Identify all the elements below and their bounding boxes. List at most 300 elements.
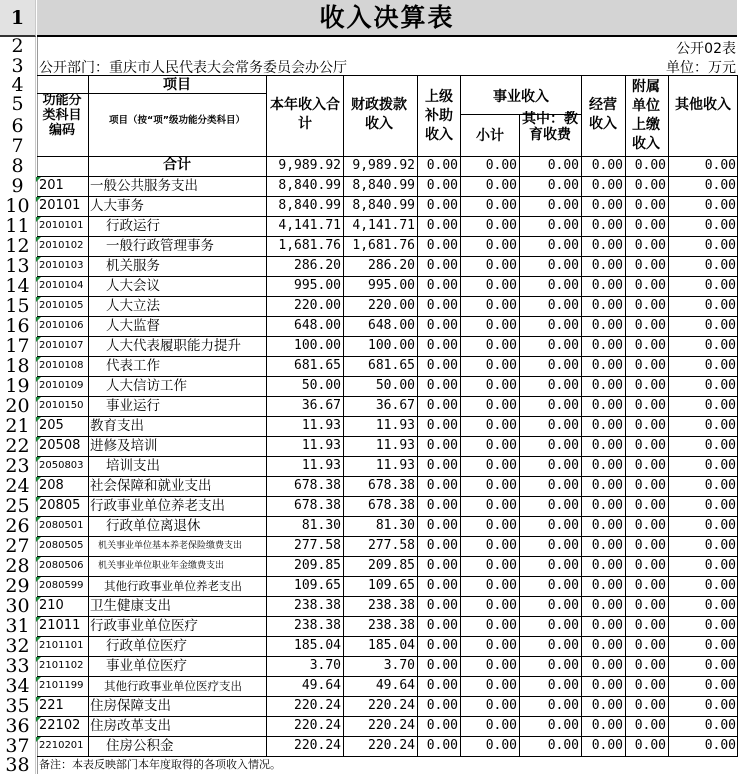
code-cell[interactable]: 2010106 <box>39 320 84 331</box>
affiliated-value[interactable]: 0.00 <box>634 198 666 213</box>
edu-value[interactable]: 0.00 <box>547 298 579 313</box>
fiscal-value[interactable]: 995.00 <box>368 278 415 293</box>
affiliated-value[interactable]: 0.00 <box>634 598 666 613</box>
fiscal-value[interactable]: 277.58 <box>368 538 415 553</box>
item-name-cell[interactable]: 一般公共服务支出 <box>90 178 198 194</box>
operating-value[interactable]: 0.00 <box>591 498 623 513</box>
superior-value[interactable]: 0.00 <box>426 398 458 413</box>
row-header[interactable]: 9 <box>0 176 36 196</box>
subtotal-value[interactable]: 0.00 <box>485 558 517 573</box>
other-value[interactable]: 0.00 <box>704 458 736 473</box>
subtotal-value[interactable]: 0.00 <box>485 498 517 513</box>
operating-value[interactable]: 0.00 <box>591 678 623 693</box>
edu-value[interactable]: 0.00 <box>547 178 579 193</box>
total-value[interactable]: 36.67 <box>301 398 341 413</box>
edu-value[interactable]: 0.00 <box>547 538 579 553</box>
code-cell[interactable]: 2010108 <box>39 360 84 371</box>
row-header[interactable]: 34 <box>0 676 36 696</box>
affiliated-value[interactable]: 0.00 <box>634 318 666 333</box>
fiscal-value[interactable]: 11.93 <box>375 418 415 433</box>
operating-value[interactable]: 0.00 <box>591 538 623 553</box>
superior-value[interactable]: 0.00 <box>426 478 458 493</box>
row-header[interactable]: 29 <box>0 576 36 596</box>
total-affiliated[interactable]: 0.00 <box>634 158 666 173</box>
affiliated-value[interactable]: 0.00 <box>634 558 666 573</box>
row-header[interactable]: 28 <box>0 556 36 576</box>
fiscal-value[interactable]: 50.00 <box>375 378 415 393</box>
edu-value[interactable]: 0.00 <box>547 458 579 473</box>
subtotal-value[interactable]: 0.00 <box>485 218 517 233</box>
item-name-cell[interactable]: 人大事务 <box>90 198 144 214</box>
affiliated-value[interactable]: 0.00 <box>634 278 666 293</box>
superior-value[interactable]: 0.00 <box>426 238 458 253</box>
total-subtotal[interactable]: 0.00 <box>485 158 517 173</box>
code-cell[interactable]: 221 <box>39 698 64 713</box>
subtotal-value[interactable]: 0.00 <box>485 738 517 753</box>
fiscal-value[interactable]: 220.24 <box>368 718 415 733</box>
row-header[interactable]: 26 <box>0 516 36 536</box>
subtotal-value[interactable]: 0.00 <box>485 258 517 273</box>
item-name-cell[interactable]: 事业单位医疗 <box>106 658 187 674</box>
row-header[interactable]: 36 <box>0 716 36 736</box>
affiliated-value[interactable]: 0.00 <box>634 398 666 413</box>
superior-value[interactable]: 0.00 <box>426 518 458 533</box>
total-value[interactable]: 11.93 <box>301 438 341 453</box>
edu-value[interactable]: 0.00 <box>547 678 579 693</box>
code-cell[interactable]: 20101 <box>39 198 81 213</box>
code-cell[interactable]: 205 <box>39 418 64 433</box>
fiscal-value[interactable]: 4,141.71 <box>352 218 415 233</box>
superior-value[interactable]: 0.00 <box>426 418 458 433</box>
total-value[interactable]: 49.64 <box>301 678 341 693</box>
code-cell[interactable]: 2010105 <box>39 300 84 311</box>
total-value[interactable]: 678.38 <box>294 498 341 513</box>
subtotal-value[interactable]: 0.00 <box>485 418 517 433</box>
item-name-cell[interactable]: 代表工作 <box>106 358 160 374</box>
code-cell[interactable]: 2050803 <box>39 460 84 471</box>
row-header[interactable]: 8 <box>0 156 36 176</box>
affiliated-value[interactable]: 0.00 <box>634 298 666 313</box>
other-value[interactable]: 0.00 <box>704 258 736 273</box>
code-cell[interactable]: 21011 <box>39 618 81 633</box>
other-value[interactable]: 0.00 <box>704 698 736 713</box>
total-value[interactable]: 681.65 <box>294 358 341 373</box>
other-value[interactable]: 0.00 <box>704 478 736 493</box>
affiliated-value[interactable]: 0.00 <box>634 618 666 633</box>
superior-value[interactable]: 0.00 <box>426 218 458 233</box>
item-name-cell[interactable]: 住房保障支出 <box>90 698 171 714</box>
code-cell[interactable]: 2010109 <box>39 380 84 391</box>
total-value[interactable]: 8,840.99 <box>278 178 341 193</box>
operating-value[interactable]: 0.00 <box>591 318 623 333</box>
total-value[interactable]: 11.93 <box>301 418 341 433</box>
affiliated-value[interactable]: 0.00 <box>634 478 666 493</box>
superior-value[interactable]: 0.00 <box>426 358 458 373</box>
subtotal-value[interactable]: 0.00 <box>485 478 517 493</box>
fiscal-value[interactable]: 11.93 <box>375 458 415 473</box>
edu-value[interactable]: 0.00 <box>547 618 579 633</box>
superior-value[interactable]: 0.00 <box>426 178 458 193</box>
affiliated-value[interactable]: 0.00 <box>634 698 666 713</box>
code-cell[interactable]: 22102 <box>39 718 81 733</box>
superior-value[interactable]: 0.00 <box>426 458 458 473</box>
total-fiscal[interactable]: 9,989.92 <box>352 158 415 173</box>
edu-value[interactable]: 0.00 <box>547 318 579 333</box>
code-cell[interactable]: 2080599 <box>39 580 84 591</box>
row-header[interactable]: 21 <box>0 416 36 436</box>
total-value[interactable]: 81.30 <box>301 518 341 533</box>
operating-value[interactable]: 0.00 <box>591 718 623 733</box>
edu-value[interactable]: 0.00 <box>547 418 579 433</box>
total-value[interactable]: 648.00 <box>294 318 341 333</box>
fiscal-value[interactable]: 49.64 <box>375 678 415 693</box>
code-cell[interactable]: 2010102 <box>39 240 84 251</box>
edu-value[interactable]: 0.00 <box>547 558 579 573</box>
superior-value[interactable]: 0.00 <box>426 578 458 593</box>
other-value[interactable]: 0.00 <box>704 638 736 653</box>
subtotal-value[interactable]: 0.00 <box>485 578 517 593</box>
row-header[interactable]: 4 <box>0 76 36 94</box>
total-edu[interactable]: 0.00 <box>547 158 579 173</box>
fiscal-value[interactable]: 648.00 <box>368 318 415 333</box>
fiscal-value[interactable]: 209.85 <box>368 558 415 573</box>
code-cell[interactable]: 2101199 <box>39 680 84 691</box>
operating-value[interactable]: 0.00 <box>591 338 623 353</box>
total-other[interactable]: 0.00 <box>704 158 736 173</box>
superior-value[interactable]: 0.00 <box>426 678 458 693</box>
fiscal-value[interactable]: 100.00 <box>368 338 415 353</box>
superior-value[interactable]: 0.00 <box>426 298 458 313</box>
edu-value[interactable]: 0.00 <box>547 638 579 653</box>
other-value[interactable]: 0.00 <box>704 518 736 533</box>
code-cell[interactable]: 2010103 <box>39 260 84 271</box>
operating-value[interactable]: 0.00 <box>591 218 623 233</box>
other-value[interactable]: 0.00 <box>704 298 736 313</box>
subtotal-value[interactable]: 0.00 <box>485 518 517 533</box>
subtotal-value[interactable]: 0.00 <box>485 298 517 313</box>
item-name-cell[interactable]: 行政运行 <box>106 218 160 234</box>
edu-value[interactable]: 0.00 <box>547 598 579 613</box>
subtotal-value[interactable]: 0.00 <box>485 718 517 733</box>
affiliated-value[interactable]: 0.00 <box>634 678 666 693</box>
operating-value[interactable]: 0.00 <box>591 478 623 493</box>
item-name-cell[interactable]: 其他行政事业单位医疗支出 <box>104 679 242 693</box>
item-name-cell[interactable]: 社会保障和就业支出 <box>90 478 212 494</box>
edu-value[interactable]: 0.00 <box>547 478 579 493</box>
affiliated-value[interactable]: 0.00 <box>634 538 666 553</box>
superior-value[interactable]: 0.00 <box>426 438 458 453</box>
row-header[interactable]: 1 <box>0 0 36 37</box>
row-header[interactable]: 2 <box>0 37 36 56</box>
operating-value[interactable]: 0.00 <box>591 438 623 453</box>
fiscal-value[interactable]: 8,840.99 <box>352 198 415 213</box>
fiscal-value[interactable]: 8,840.99 <box>352 178 415 193</box>
edu-value[interactable]: 0.00 <box>547 658 579 673</box>
total-value[interactable]: 238.38 <box>294 598 341 613</box>
edu-value[interactable]: 0.00 <box>547 238 579 253</box>
row-header[interactable]: 23 <box>0 456 36 476</box>
row-header[interactable]: 7 <box>0 137 36 156</box>
affiliated-value[interactable]: 0.00 <box>634 458 666 473</box>
operating-value[interactable]: 0.00 <box>591 278 623 293</box>
superior-value[interactable]: 0.00 <box>426 718 458 733</box>
fiscal-value[interactable]: 678.38 <box>368 478 415 493</box>
subtotal-value[interactable]: 0.00 <box>485 698 517 713</box>
item-name-cell[interactable]: 培训支出 <box>106 458 160 474</box>
operating-value[interactable]: 0.00 <box>591 698 623 713</box>
operating-value[interactable]: 0.00 <box>591 238 623 253</box>
other-value[interactable]: 0.00 <box>704 598 736 613</box>
superior-value[interactable]: 0.00 <box>426 598 458 613</box>
superior-value[interactable]: 0.00 <box>426 658 458 673</box>
affiliated-value[interactable]: 0.00 <box>634 638 666 653</box>
item-name-cell[interactable]: 行政事业单位养老支出 <box>90 498 225 514</box>
total-value[interactable]: 277.58 <box>294 538 341 553</box>
row-header[interactable]: 6 <box>0 115 36 137</box>
operating-value[interactable]: 0.00 <box>591 738 623 753</box>
affiliated-value[interactable]: 0.00 <box>634 418 666 433</box>
edu-value[interactable]: 0.00 <box>547 338 579 353</box>
edu-value[interactable]: 0.00 <box>547 198 579 213</box>
fiscal-value[interactable]: 678.38 <box>368 498 415 513</box>
code-cell[interactable]: 2010150 <box>39 400 84 411</box>
fiscal-value[interactable]: 220.24 <box>368 698 415 713</box>
subtotal-value[interactable]: 0.00 <box>485 678 517 693</box>
item-name-cell[interactable]: 机关服务 <box>106 258 160 274</box>
edu-value[interactable]: 0.00 <box>547 578 579 593</box>
other-value[interactable]: 0.00 <box>704 198 736 213</box>
subtotal-value[interactable]: 0.00 <box>485 238 517 253</box>
row-header[interactable]: 13 <box>0 256 36 276</box>
operating-value[interactable]: 0.00 <box>591 358 623 373</box>
total-value[interactable]: 185.04 <box>294 638 341 653</box>
operating-value[interactable]: 0.00 <box>591 518 623 533</box>
row-header[interactable]: 32 <box>0 636 36 656</box>
operating-value[interactable]: 0.00 <box>591 598 623 613</box>
superior-value[interactable]: 0.00 <box>426 278 458 293</box>
code-cell[interactable]: 2080505 <box>39 540 84 551</box>
edu-value[interactable]: 0.00 <box>547 218 579 233</box>
fiscal-value[interactable]: 238.38 <box>368 618 415 633</box>
row-header[interactable]: 18 <box>0 356 36 376</box>
fiscal-value[interactable]: 109.65 <box>368 578 415 593</box>
edu-value[interactable]: 0.00 <box>547 378 579 393</box>
other-value[interactable]: 0.00 <box>704 358 736 373</box>
affiliated-value[interactable]: 0.00 <box>634 378 666 393</box>
affiliated-value[interactable]: 0.00 <box>634 338 666 353</box>
other-value[interactable]: 0.00 <box>704 278 736 293</box>
subtotal-value[interactable]: 0.00 <box>485 538 517 553</box>
fiscal-value[interactable]: 11.93 <box>375 438 415 453</box>
item-name-cell[interactable]: 住房公积金 <box>106 738 174 754</box>
row-header[interactable]: 30 <box>0 596 36 616</box>
superior-value[interactable]: 0.00 <box>426 258 458 273</box>
superior-value[interactable]: 0.00 <box>426 638 458 653</box>
superior-value[interactable]: 0.00 <box>426 498 458 513</box>
item-name-cell[interactable]: 人大信访工作 <box>106 378 187 394</box>
item-name-cell[interactable]: 行政单位离退休 <box>106 518 201 534</box>
row-header[interactable]: 10 <box>0 196 36 216</box>
row-header[interactable]: 27 <box>0 536 36 556</box>
subtotal-value[interactable]: 0.00 <box>485 378 517 393</box>
affiliated-value[interactable]: 0.00 <box>634 518 666 533</box>
subtotal-value[interactable]: 0.00 <box>485 358 517 373</box>
item-name-cell[interactable]: 人大代表履职能力提升 <box>106 338 241 354</box>
affiliated-value[interactable]: 0.00 <box>634 718 666 733</box>
other-value[interactable]: 0.00 <box>704 558 736 573</box>
superior-value[interactable]: 0.00 <box>426 618 458 633</box>
item-name-cell[interactable]: 卫生健康支出 <box>90 598 171 614</box>
subtotal-value[interactable]: 0.00 <box>485 598 517 613</box>
affiliated-value[interactable]: 0.00 <box>634 578 666 593</box>
item-name-cell[interactable]: 行政事业单位医疗 <box>90 618 198 634</box>
other-value[interactable]: 0.00 <box>704 218 736 233</box>
affiliated-value[interactable]: 0.00 <box>634 498 666 513</box>
total-value[interactable]: 100.00 <box>294 338 341 353</box>
other-value[interactable]: 0.00 <box>704 718 736 733</box>
code-cell[interactable]: 2010101 <box>39 220 84 231</box>
subtotal-value[interactable]: 0.00 <box>485 338 517 353</box>
superior-value[interactable]: 0.00 <box>426 318 458 333</box>
affiliated-value[interactable]: 0.00 <box>634 358 666 373</box>
operating-value[interactable]: 0.00 <box>591 458 623 473</box>
other-value[interactable]: 0.00 <box>704 178 736 193</box>
row-header[interactable]: 33 <box>0 656 36 676</box>
operating-value[interactable]: 0.00 <box>591 638 623 653</box>
fiscal-value[interactable]: 3.70 <box>383 658 415 673</box>
operating-value[interactable]: 0.00 <box>591 298 623 313</box>
code-cell[interactable]: 2010104 <box>39 280 84 291</box>
other-value[interactable]: 0.00 <box>704 378 736 393</box>
other-value[interactable]: 0.00 <box>704 578 736 593</box>
item-name-cell[interactable]: 人大监督 <box>106 318 160 334</box>
fiscal-value[interactable]: 185.04 <box>368 638 415 653</box>
affiliated-value[interactable]: 0.00 <box>634 218 666 233</box>
total-value[interactable]: 286.20 <box>294 258 341 273</box>
subtotal-value[interactable]: 0.00 <box>485 458 517 473</box>
total-value[interactable]: 238.38 <box>294 618 341 633</box>
fiscal-value[interactable]: 36.67 <box>375 398 415 413</box>
row-header[interactable]: 19 <box>0 376 36 396</box>
operating-value[interactable]: 0.00 <box>591 558 623 573</box>
subtotal-value[interactable]: 0.00 <box>485 438 517 453</box>
edu-value[interactable]: 0.00 <box>547 438 579 453</box>
row-header[interactable]: 35 <box>0 696 36 716</box>
other-value[interactable]: 0.00 <box>704 678 736 693</box>
subtotal-value[interactable]: 0.00 <box>485 278 517 293</box>
row-header[interactable]: 16 <box>0 316 36 336</box>
other-value[interactable]: 0.00 <box>704 618 736 633</box>
item-name-cell[interactable]: 人大立法 <box>106 298 160 314</box>
code-cell[interactable]: 2210201 <box>39 740 84 751</box>
item-name-cell[interactable]: 住房改革支出 <box>90 718 171 734</box>
code-cell[interactable]: 2080506 <box>39 560 84 571</box>
code-cell[interactable]: 20508 <box>39 438 81 453</box>
operating-value[interactable]: 0.00 <box>591 658 623 673</box>
total-value[interactable]: 109.65 <box>294 578 341 593</box>
operating-value[interactable]: 0.00 <box>591 578 623 593</box>
row-header[interactable]: 3 <box>0 56 36 76</box>
edu-value[interactable]: 0.00 <box>547 738 579 753</box>
code-cell[interactable]: 20805 <box>39 498 81 513</box>
row-header[interactable]: 17 <box>0 336 36 356</box>
code-cell[interactable]: 210 <box>39 598 64 613</box>
item-name-cell[interactable]: 行政单位医疗 <box>106 638 187 654</box>
item-name-cell[interactable]: 机关事业单位职业年金缴费支出 <box>98 561 225 571</box>
superior-value[interactable]: 0.00 <box>426 738 458 753</box>
total-value[interactable]: 1,681.76 <box>278 238 341 253</box>
other-value[interactable]: 0.00 <box>704 498 736 513</box>
affiliated-value[interactable]: 0.00 <box>634 438 666 453</box>
subtotal-value[interactable]: 0.00 <box>485 398 517 413</box>
edu-value[interactable]: 0.00 <box>547 358 579 373</box>
code-cell[interactable]: 2080501 <box>39 520 84 531</box>
subtotal-value[interactable]: 0.00 <box>485 618 517 633</box>
total-value[interactable]: 220.24 <box>294 698 341 713</box>
total-sum[interactable]: 9,989.92 <box>278 158 341 173</box>
edu-value[interactable]: 0.00 <box>547 718 579 733</box>
code-cell[interactable]: 2101101 <box>39 640 84 651</box>
item-name-cell[interactable]: 事业运行 <box>106 398 160 414</box>
other-value[interactable]: 0.00 <box>704 738 736 753</box>
superior-value[interactable]: 0.00 <box>426 558 458 573</box>
fiscal-value[interactable]: 681.65 <box>368 358 415 373</box>
other-value[interactable]: 0.00 <box>704 238 736 253</box>
fiscal-value[interactable]: 238.38 <box>368 598 415 613</box>
affiliated-value[interactable]: 0.00 <box>634 658 666 673</box>
row-header[interactable]: 22 <box>0 436 36 456</box>
row-header[interactable]: 25 <box>0 496 36 516</box>
superior-value[interactable]: 0.00 <box>426 198 458 213</box>
row-header[interactable]: 14 <box>0 276 36 296</box>
row-header[interactable]: 12 <box>0 236 36 256</box>
row-header[interactable]: 31 <box>0 616 36 636</box>
subtotal-value[interactable]: 0.00 <box>485 198 517 213</box>
item-name-cell[interactable]: 一般行政管理事务 <box>106 238 214 254</box>
operating-value[interactable]: 0.00 <box>591 178 623 193</box>
code-cell[interactable]: 201 <box>39 178 64 193</box>
edu-value[interactable]: 0.00 <box>547 278 579 293</box>
superior-value[interactable]: 0.00 <box>426 698 458 713</box>
code-cell[interactable]: 2010107 <box>39 340 84 351</box>
total-operating[interactable]: 0.00 <box>591 158 623 173</box>
total-value[interactable]: 678.38 <box>294 478 341 493</box>
affiliated-value[interactable]: 0.00 <box>634 238 666 253</box>
operating-value[interactable]: 0.00 <box>591 398 623 413</box>
edu-value[interactable]: 0.00 <box>547 518 579 533</box>
total-value[interactable]: 220.24 <box>294 738 341 753</box>
operating-value[interactable]: 0.00 <box>591 258 623 273</box>
total-value[interactable]: 209.85 <box>294 558 341 573</box>
other-value[interactable]: 0.00 <box>704 658 736 673</box>
affiliated-value[interactable]: 0.00 <box>634 178 666 193</box>
total-value[interactable]: 995.00 <box>294 278 341 293</box>
other-value[interactable]: 0.00 <box>704 538 736 553</box>
affiliated-value[interactable]: 0.00 <box>634 258 666 273</box>
operating-value[interactable]: 0.00 <box>591 378 623 393</box>
item-name-cell[interactable]: 人大会议 <box>106 278 160 294</box>
code-cell[interactable]: 208 <box>39 478 64 493</box>
fiscal-value[interactable]: 220.00 <box>368 298 415 313</box>
row-header[interactable]: 11 <box>0 216 36 236</box>
row-header[interactable]: 37 <box>0 736 36 756</box>
item-name-cell[interactable]: 教育支出 <box>90 418 144 434</box>
fiscal-value[interactable]: 286.20 <box>368 258 415 273</box>
superior-value[interactable]: 0.00 <box>426 338 458 353</box>
other-value[interactable]: 0.00 <box>704 418 736 433</box>
row-header[interactable]: 5 <box>0 94 36 115</box>
total-value[interactable]: 8,840.99 <box>278 198 341 213</box>
